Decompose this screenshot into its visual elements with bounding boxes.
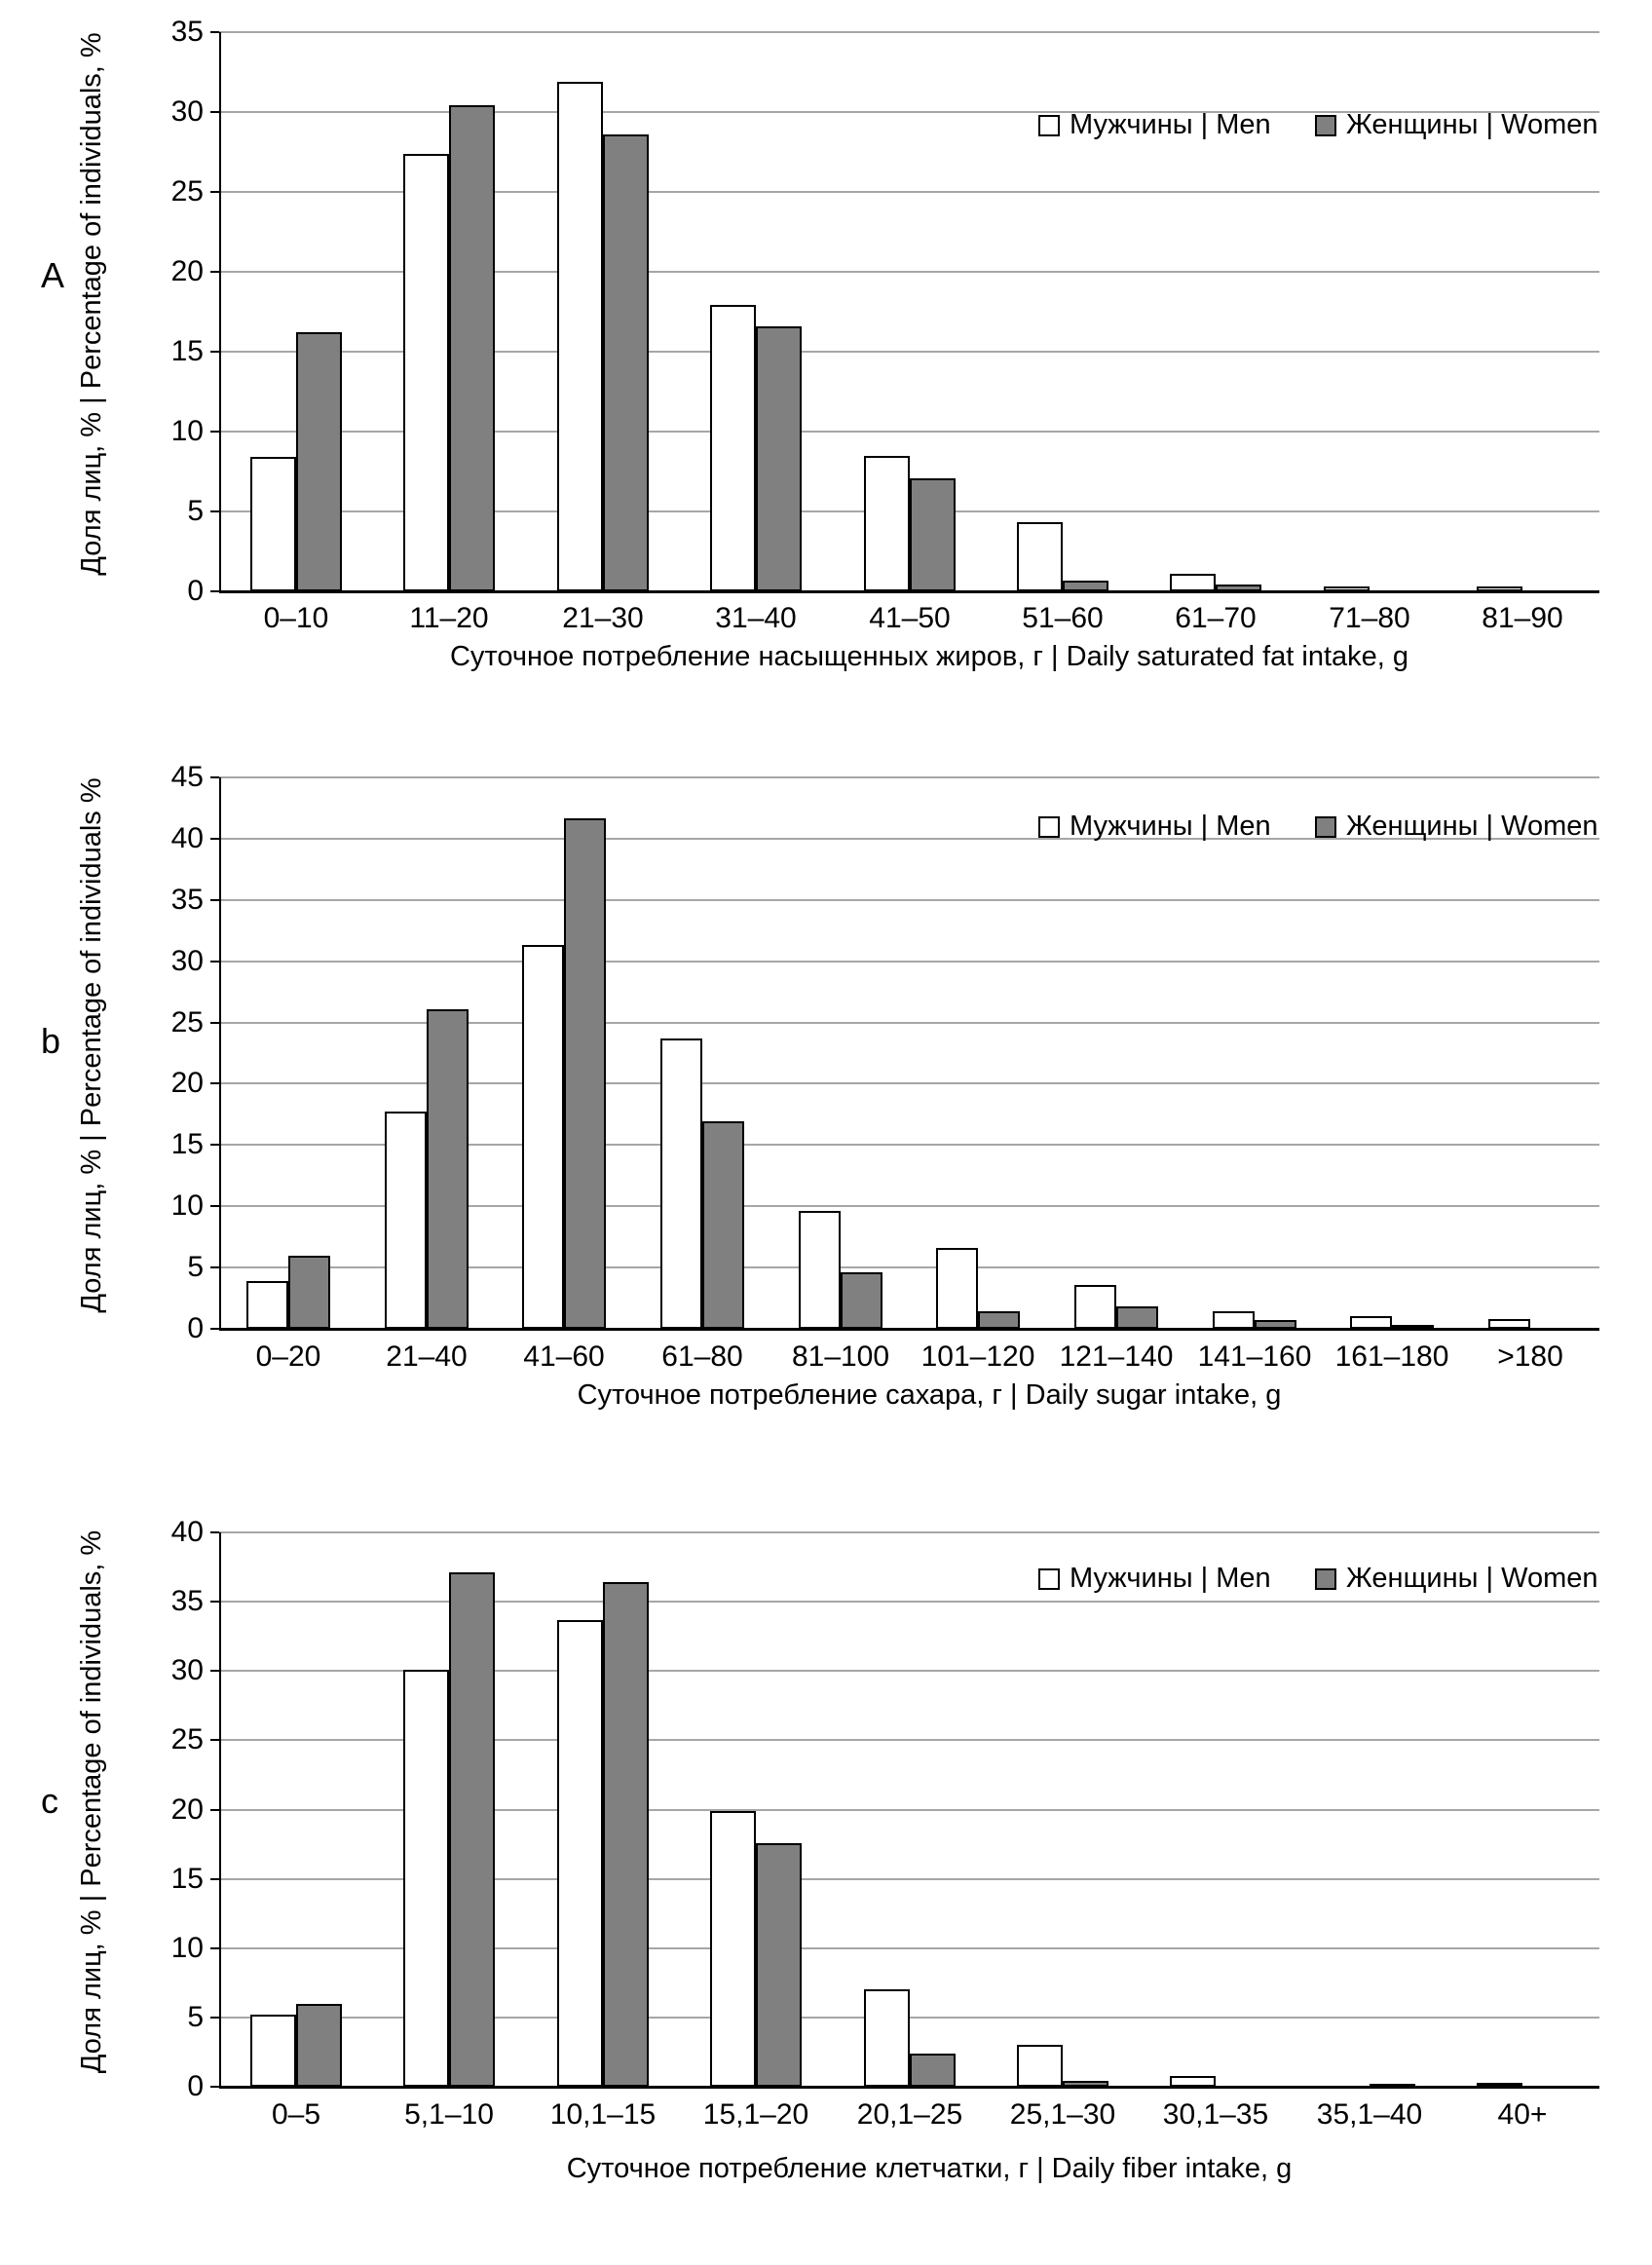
y-tick-mark	[210, 1144, 219, 1146]
bar-women	[564, 818, 606, 1329]
x-category-label: 0–20	[255, 1340, 321, 1373]
y-tick-mark	[210, 1022, 219, 1024]
y-gridline	[219, 1531, 1599, 1533]
bar-men	[1350, 1316, 1392, 1329]
x-category-label: 30,1–35	[1162, 2098, 1269, 2131]
x-category-label: 41–60	[523, 1340, 605, 1373]
bar-men	[1017, 2045, 1063, 2087]
legend-women-label: Женщины | Women	[1346, 811, 1598, 842]
legend-men-swatch	[1038, 115, 1060, 136]
bar-men	[403, 154, 449, 591]
x-category-label: 25,1–30	[1009, 2098, 1116, 2131]
y-tick-mark	[210, 1531, 219, 1533]
x-category-label: 71–80	[1329, 602, 1410, 634]
panel-label: b	[41, 1021, 61, 1061]
legend-item-men	[1038, 811, 1271, 843]
bar-women	[1392, 1325, 1434, 1329]
y-tick-label: 10	[170, 1932, 204, 1964]
x-category-label: 81–90	[1482, 602, 1563, 634]
x-axis-title: Суточное потребление клетчатки, г | Daily fiber intake, g	[566, 2153, 1293, 2184]
y-tick-label: 30	[170, 95, 204, 128]
bar-men	[557, 82, 603, 591]
y-gridline	[219, 899, 1599, 901]
bar-men	[864, 456, 910, 591]
y-tick-label: 5	[187, 1251, 204, 1283]
x-category-label: 35,1–40	[1316, 2098, 1423, 2131]
bar-women	[603, 1582, 649, 2087]
bar-men	[1170, 2076, 1216, 2087]
y-tick-label: 5	[187, 495, 204, 527]
x-category-label: 0–5	[271, 2098, 321, 2131]
y-tick-label: 25	[170, 1006, 204, 1038]
legend-item-women	[1315, 1563, 1598, 1595]
bar-men	[710, 1811, 756, 2087]
bar-women	[427, 1009, 469, 1329]
x-category-label: 21–30	[562, 602, 644, 634]
bar-men	[522, 945, 564, 1329]
y-tick-label: 20	[170, 1793, 204, 1826]
bar-women	[1116, 1306, 1158, 1329]
y-tick-label: 0	[187, 2070, 204, 2102]
y-tick-mark	[210, 31, 219, 33]
y-tick-label: 35	[170, 16, 204, 48]
y-gridline	[219, 776, 1599, 778]
y-tick-mark	[210, 2017, 219, 2019]
legend-men-swatch	[1038, 816, 1060, 838]
x-category-label: 31–40	[715, 602, 797, 634]
x-category-label: 121–140	[1059, 1340, 1174, 1373]
legend-item-men	[1038, 1563, 1271, 1595]
y-tick-mark	[210, 431, 219, 433]
bar-men	[250, 457, 296, 591]
bar-men	[246, 1281, 288, 1329]
bar-women	[978, 1311, 1020, 1329]
legend-men-label: Мужчины | Men	[1070, 109, 1271, 140]
legend-men-swatch	[1038, 1568, 1060, 1590]
y-tick-mark	[210, 1878, 219, 1880]
bar-women	[449, 105, 495, 591]
bar-men	[557, 1620, 603, 2087]
y-tick-mark	[210, 1601, 219, 1603]
y-tick-mark	[210, 1947, 219, 1949]
bar-men	[385, 1112, 427, 1329]
bar-men	[710, 305, 756, 591]
x-category-label: 81–100	[791, 1340, 890, 1373]
y-tick-mark	[210, 961, 219, 963]
y-axis-title: Доля лиц, % | Percentage of individuals, %	[76, 32, 107, 576]
bar-women	[1370, 2084, 1415, 2088]
bar-men	[1170, 574, 1216, 591]
y-tick-mark	[210, 838, 219, 840]
x-axis-title: Суточное потребление насыщенных жиров, г | Daily saturated fat intake, g	[449, 641, 1409, 672]
y-tick-mark	[210, 899, 219, 901]
bar-women	[910, 478, 956, 591]
x-category-label: 0–10	[263, 602, 329, 634]
bar-men	[1017, 522, 1063, 591]
bar-men	[403, 1670, 449, 2087]
y-tick-label: 35	[170, 1585, 204, 1617]
legend-item-men	[1038, 109, 1271, 141]
bar-women	[1216, 585, 1261, 591]
legend-men-label: Мужчины | Men	[1070, 811, 1271, 842]
y-tick-mark	[210, 590, 219, 592]
y-tick-mark	[210, 191, 219, 193]
legend-women-label: Женщины | Women	[1346, 1563, 1598, 1594]
y-tick-label: 5	[187, 2001, 204, 2033]
bar-women	[756, 326, 802, 591]
legend-men-label: Мужчины | Men	[1070, 1563, 1271, 1594]
y-tick-label: 20	[170, 1067, 204, 1099]
bar-women	[449, 1572, 495, 2087]
y-tick-label: 30	[170, 1654, 204, 1686]
panel-label: c	[41, 1781, 58, 1821]
x-category-label: 141–160	[1197, 1340, 1312, 1373]
y-axis-title: Доля лиц, % | Percentage of individuals, %	[76, 1529, 107, 2074]
legend-women-swatch	[1315, 1568, 1336, 1590]
y-tick-label: 15	[170, 1128, 204, 1160]
y-tick-mark	[210, 1205, 219, 1207]
bar-men	[1213, 1311, 1255, 1329]
y-gridline	[219, 31, 1599, 33]
y-axis-line	[219, 32, 221, 591]
x-category-label: 40+	[1497, 2098, 1548, 2131]
legend-women-swatch	[1315, 816, 1336, 838]
bar-men	[1477, 586, 1522, 591]
y-tick-label: 20	[170, 255, 204, 287]
y-axis-line	[219, 1532, 221, 2087]
bar-men	[799, 1211, 841, 1329]
bar-women	[910, 2054, 956, 2087]
bar-women	[702, 1121, 744, 1329]
bar-men	[1477, 2083, 1522, 2087]
x-category-label: 21–40	[386, 1340, 468, 1373]
bar-men	[1074, 1285, 1116, 1329]
legend-item-women	[1315, 109, 1598, 141]
x-category-label: >180	[1497, 1340, 1563, 1373]
bar-men	[864, 1989, 910, 2087]
x-category-label: 10,1–15	[549, 2098, 657, 2131]
y-tick-mark	[210, 1328, 219, 1330]
bar-women	[296, 332, 342, 591]
y-tick-mark	[210, 510, 219, 512]
x-category-label: 15,1–20	[702, 2098, 809, 2131]
bar-women	[1063, 581, 1108, 591]
bar-men	[1488, 1319, 1530, 1329]
bar-women	[603, 134, 649, 591]
y-tick-label: 45	[170, 761, 204, 793]
x-category-label: 20,1–25	[856, 2098, 963, 2131]
bar-women	[288, 1256, 330, 1329]
y-gridline	[219, 961, 1599, 963]
y-tick-label: 35	[170, 884, 204, 916]
x-category-label: 11–20	[409, 602, 489, 634]
y-axis-title: Доля лиц, % | Percentage of individuals %	[76, 777, 107, 1313]
y-tick-label: 10	[170, 415, 204, 447]
bar-women	[296, 2004, 342, 2087]
legend-women-label: Женщины | Women	[1346, 109, 1598, 140]
x-axis-title: Суточное потребление сахара, г | Daily sugar intake, g	[577, 1379, 1282, 1411]
y-tick-label: 15	[170, 335, 204, 367]
y-tick-label: 10	[170, 1189, 204, 1222]
bar-women	[1063, 2081, 1108, 2087]
y-tick-label: 40	[170, 822, 204, 854]
y-tick-mark	[210, 1082, 219, 1084]
x-category-label: 61–80	[661, 1340, 743, 1373]
panel-label: А	[41, 255, 65, 295]
bar-women	[756, 1843, 802, 2087]
y-tick-label: 25	[170, 175, 204, 208]
y-tick-label: 40	[170, 1516, 204, 1548]
legend-women-swatch	[1315, 115, 1336, 136]
y-tick-label: 0	[187, 575, 204, 607]
y-axis-line	[219, 777, 221, 1329]
y-tick-label: 15	[170, 1863, 204, 1895]
y-tick-mark	[210, 1266, 219, 1268]
bar-women	[1255, 1320, 1296, 1329]
x-category-label: 5,1–10	[404, 2098, 494, 2131]
y-tick-label: 25	[170, 1723, 204, 1755]
bar-men	[936, 1248, 978, 1329]
y-tick-mark	[210, 1739, 219, 1741]
y-tick-mark	[210, 1809, 219, 1811]
y-gridline	[219, 1601, 1599, 1603]
y-tick-mark	[210, 776, 219, 778]
y-tick-mark	[210, 1670, 219, 1672]
x-category-label: 41–50	[869, 602, 951, 634]
bar-men	[660, 1038, 702, 1329]
bar-men	[250, 2015, 296, 2087]
x-category-label: 51–60	[1022, 602, 1104, 634]
bar-men	[1324, 586, 1370, 591]
y-tick-mark	[210, 2086, 219, 2088]
y-tick-mark	[210, 271, 219, 273]
x-category-label: 161–180	[1334, 1340, 1449, 1373]
legend-item-women	[1315, 811, 1598, 843]
x-category-label: 61–70	[1175, 602, 1257, 634]
y-tick-mark	[210, 351, 219, 353]
x-category-label: 101–120	[920, 1340, 1035, 1373]
y-tick-mark	[210, 111, 219, 113]
y-tick-label: 0	[187, 1312, 204, 1344]
bar-women	[841, 1272, 882, 1329]
y-tick-label: 30	[170, 945, 204, 977]
